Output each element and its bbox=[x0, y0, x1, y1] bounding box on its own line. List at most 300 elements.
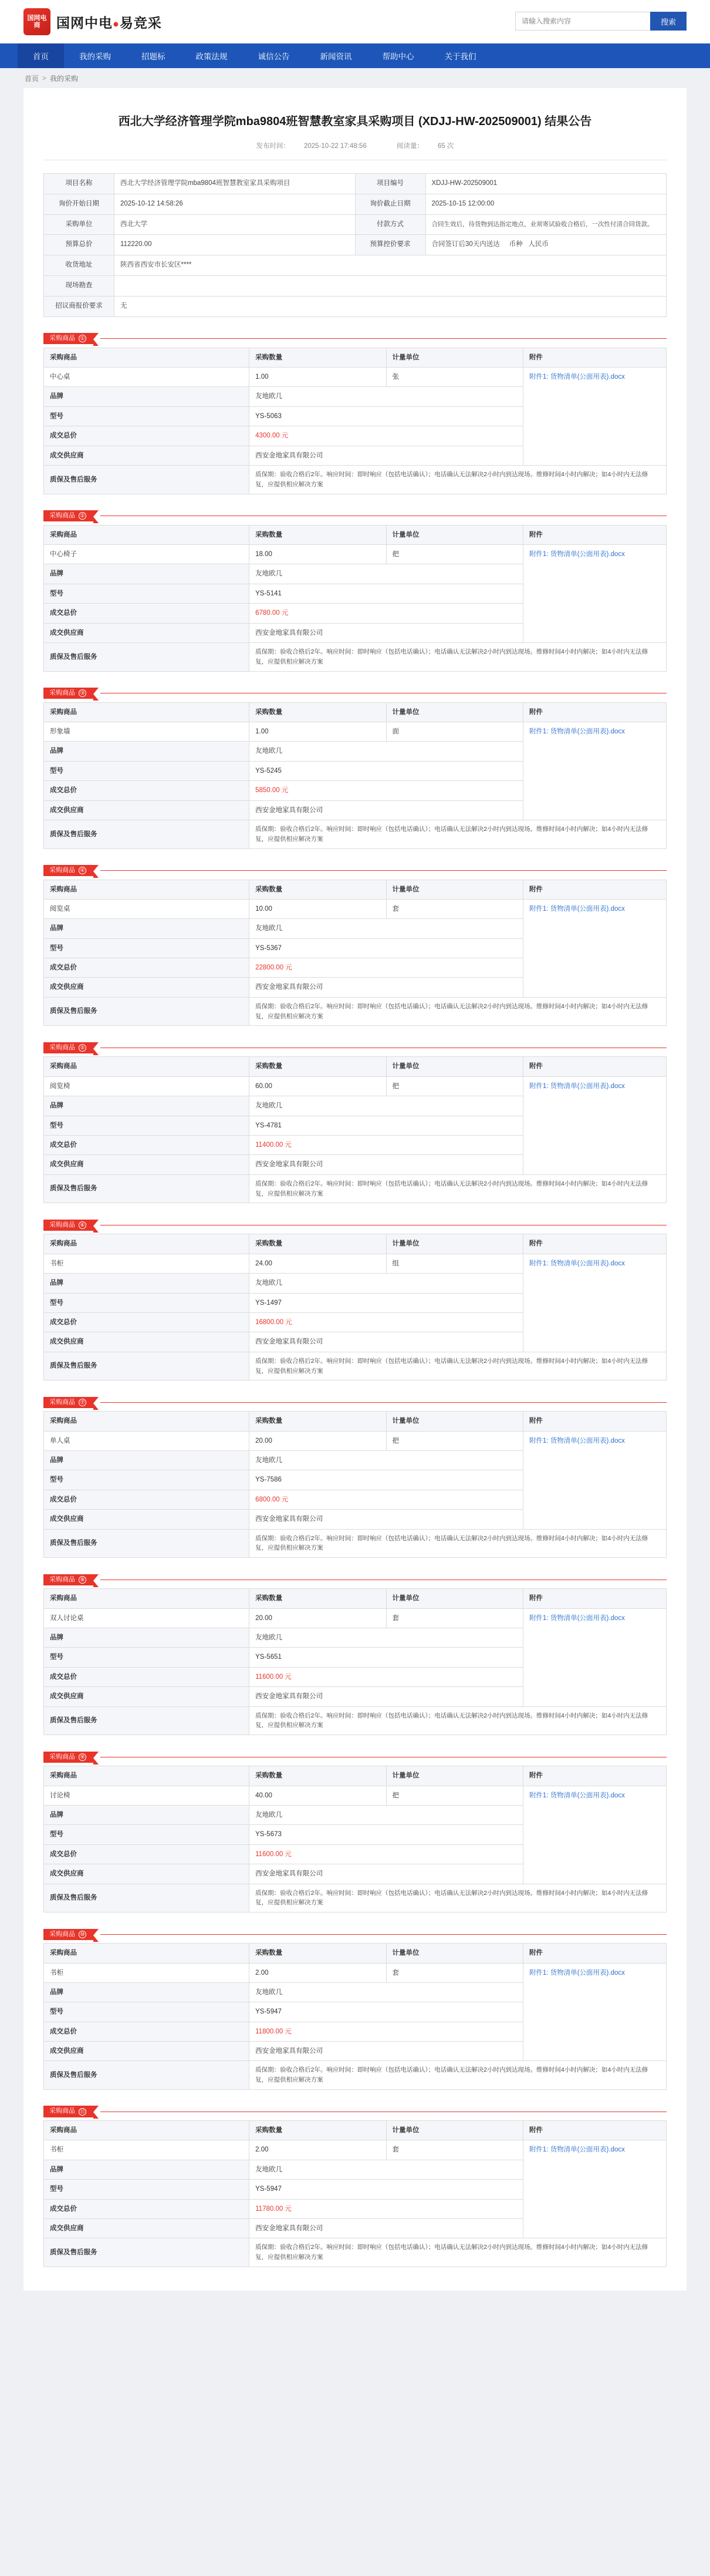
column-header-name: 采购商品 bbox=[44, 1412, 249, 1431]
column-header-qty: 采购数量 bbox=[249, 1766, 386, 1786]
value-after-sale: 质保期：验收合格后2年。响应时间：即时响应（包括电话确认）；电话确认无法解决2小时内到达现场。维修时间4小时内解决；如4小时内无法修复，应提供相应解决方案 bbox=[249, 1352, 667, 1380]
label-project-code: 项目编号 bbox=[355, 174, 425, 194]
label-model: 型号 bbox=[44, 406, 249, 426]
attachment-link[interactable]: 附件1: 货物清单(公面用表).docx bbox=[529, 373, 625, 381]
label-supplier: 成交供应商 bbox=[44, 623, 249, 642]
value-supplier: 西安金地家具有限公司 bbox=[249, 446, 523, 465]
value-brand: 友地欧几 bbox=[249, 1982, 523, 2002]
table-row bbox=[44, 194, 667, 214]
value-model: YS-5367 bbox=[249, 938, 523, 958]
label-brand: 品牌 bbox=[44, 1805, 249, 1824]
cell-item-unit: 套 bbox=[386, 899, 523, 918]
section-header bbox=[43, 1396, 667, 1409]
label-after-sale: 质保及售后服务 bbox=[44, 1884, 249, 1912]
column-header-unit: 计量单位 bbox=[386, 348, 523, 367]
label-total-price: 成交总价 bbox=[44, 2022, 249, 2041]
search-input[interactable] bbox=[515, 12, 650, 31]
cell-item-attachment bbox=[523, 2140, 666, 2238]
announcement-card bbox=[23, 88, 687, 2291]
site-logo[interactable] bbox=[23, 8, 162, 35]
label-brand: 品牌 bbox=[44, 1274, 249, 1293]
doc-meta bbox=[43, 141, 667, 160]
cell-item-name: 书柜 bbox=[44, 2140, 249, 2160]
value-brand: 友地欧几 bbox=[249, 1628, 523, 1648]
value-after-sale: 质保期：验收合格后2年。响应时间：即时响应（包括电话确认）；电话确认无法解决2小时内到达现场。维修时间4小时内解决；如4小时内无法修复，应提供相应解决方案 bbox=[249, 1706, 667, 1735]
label-total-price: 成交总价 bbox=[44, 1844, 249, 1864]
attachment-link[interactable]: 附件1: 货物清单(公面用表).docx bbox=[529, 1437, 625, 1444]
attachment-link[interactable]: 附件1: 货物清单(公面用表).docx bbox=[529, 1792, 625, 1799]
section-flag-label: 采购商品 bbox=[49, 512, 75, 520]
section-flag bbox=[43, 2106, 93, 2117]
breadcrumb-separator-icon: > bbox=[42, 74, 47, 82]
cell-item-unit: 把 bbox=[386, 545, 523, 564]
table-row bbox=[44, 1766, 667, 1786]
value-model: YS-5673 bbox=[249, 1825, 523, 1844]
label-supplier: 成交供应商 bbox=[44, 800, 249, 820]
purchase-item-section bbox=[43, 1573, 667, 1735]
label-model: 型号 bbox=[44, 584, 249, 603]
column-header-qty: 采购数量 bbox=[249, 525, 386, 544]
value-brand: 友地欧几 bbox=[249, 387, 523, 406]
label-quotation-requirement: 招议商报价要求 bbox=[44, 296, 114, 316]
section-flag bbox=[43, 1929, 93, 1940]
value-brand: 友地欧几 bbox=[249, 1096, 523, 1116]
section-header bbox=[43, 2105, 667, 2118]
cell-item-name: 中心桌 bbox=[44, 368, 249, 387]
column-header-name: 采购商品 bbox=[44, 1589, 249, 1608]
value-model: YS-5141 bbox=[249, 584, 523, 603]
section-flag-label: 采购商品 bbox=[49, 1930, 75, 1938]
value-supplier: 西安金地家具有限公司 bbox=[249, 800, 523, 820]
purchase-item-section bbox=[43, 687, 667, 849]
table-row bbox=[44, 296, 667, 316]
cell-item-qty: 20.00 bbox=[249, 1608, 386, 1628]
section-flag bbox=[43, 865, 93, 876]
attachment-link[interactable]: 附件1: 货物清单(公面用表).docx bbox=[529, 905, 625, 912]
section-flag bbox=[43, 1574, 93, 1585]
cell-item-qty: 60.00 bbox=[249, 1076, 386, 1096]
column-header-attachment: 附件 bbox=[523, 348, 666, 367]
search-area bbox=[515, 12, 687, 31]
label-total-price: 成交总价 bbox=[44, 958, 249, 978]
label-brand: 品牌 bbox=[44, 1096, 249, 1116]
section-index-badge: ② bbox=[79, 512, 86, 520]
value-inquiry-end: 2025-10-15 12:00:00 bbox=[425, 194, 667, 214]
section-index-badge: ⑨ bbox=[79, 1753, 86, 1761]
cell-item-unit: 套 bbox=[386, 1963, 523, 1982]
cell-item-attachment bbox=[523, 1608, 666, 1706]
value-total-price: 11780.00 元 bbox=[249, 2199, 523, 2218]
purchase-item-table bbox=[43, 2120, 667, 2267]
column-header-qty: 采购数量 bbox=[249, 702, 386, 722]
purchase-item-table bbox=[43, 1056, 667, 1203]
table-row bbox=[44, 2140, 667, 2160]
value-supplier: 西安金地家具有限公司 bbox=[249, 623, 523, 642]
section-flag bbox=[43, 1752, 93, 1763]
table-row bbox=[44, 1589, 667, 1608]
value-total-price: 6780.00 元 bbox=[249, 604, 523, 623]
cell-item-attachment bbox=[523, 722, 666, 820]
table-row bbox=[44, 1608, 667, 1628]
table-row bbox=[44, 880, 667, 899]
label-total-price: 成交总价 bbox=[44, 2199, 249, 2218]
table-row bbox=[44, 545, 667, 564]
column-header-attachment: 附件 bbox=[523, 525, 666, 544]
label-brand: 品牌 bbox=[44, 564, 249, 584]
cell-item-unit: 把 bbox=[386, 1431, 523, 1450]
column-header-attachment: 附件 bbox=[523, 1766, 666, 1786]
label-supplier: 成交供应商 bbox=[44, 1687, 249, 1706]
table-row bbox=[44, 702, 667, 722]
purchase-items-container bbox=[43, 332, 667, 2267]
table-row bbox=[44, 276, 667, 297]
label-site-survey: 现场勘查 bbox=[44, 276, 114, 297]
section-flag-label: 采购商品 bbox=[49, 1575, 75, 1583]
nav-item-about[interactable]: 关于我们 bbox=[444, 52, 476, 61]
value-site-survey bbox=[114, 276, 667, 297]
label-total-price: 成交总价 bbox=[44, 1667, 249, 1686]
value-brand: 友地欧几 bbox=[249, 919, 523, 938]
value-brand: 友地欧几 bbox=[249, 1274, 523, 1293]
cell-item-name: 讨论椅 bbox=[44, 1786, 249, 1805]
label-supplier: 成交供应商 bbox=[44, 1332, 249, 1352]
section-header bbox=[43, 687, 667, 700]
column-header-unit: 计量单位 bbox=[386, 1412, 523, 1431]
table-row bbox=[44, 642, 667, 671]
label-total-price: 成交总价 bbox=[44, 1136, 249, 1155]
column-header-unit: 计量单位 bbox=[386, 702, 523, 722]
label-model: 型号 bbox=[44, 1116, 249, 1135]
cell-item-name: 书柜 bbox=[44, 1963, 249, 1982]
label-brand: 品牌 bbox=[44, 387, 249, 406]
purchase-item-section bbox=[43, 510, 667, 672]
purchase-item-section bbox=[43, 1928, 667, 2090]
value-brand: 友地欧几 bbox=[249, 742, 523, 761]
nav-item-home[interactable]: 首页 bbox=[18, 43, 64, 68]
column-header-unit: 计量单位 bbox=[386, 880, 523, 899]
label-supplier: 成交供应商 bbox=[44, 1510, 249, 1529]
cell-item-unit: 张 bbox=[386, 368, 523, 387]
label-total-price: 成交总价 bbox=[44, 1312, 249, 1332]
label-brand: 品牌 bbox=[44, 2160, 249, 2179]
section-index-badge: ① bbox=[79, 335, 86, 342]
cell-item-attachment bbox=[523, 368, 666, 466]
cell-item-qty: 1.00 bbox=[249, 368, 386, 387]
label-after-sale: 质保及售后服务 bbox=[44, 466, 249, 494]
label-model: 型号 bbox=[44, 1648, 249, 1667]
label-supplier: 成交供应商 bbox=[44, 446, 249, 465]
purchase-item-table bbox=[43, 1766, 667, 1912]
label-delivery-address: 收货地址 bbox=[44, 255, 114, 276]
cell-item-name: 阅览桌 bbox=[44, 899, 249, 918]
label-payment-method: 付款方式 bbox=[355, 214, 425, 235]
label-after-sale: 质保及售后服务 bbox=[44, 997, 249, 1026]
purchase-item-table bbox=[43, 525, 667, 672]
nav-item-help[interactable]: 帮助中心 bbox=[382, 52, 414, 61]
page-title: 西北大学经济管理学院mba9804班智慧教室家具采购项目 (XDJJ-HW-202509001) 结果公告 bbox=[118, 115, 592, 128]
label-inquiry-end: 询价截止日期 bbox=[355, 194, 425, 214]
site-header bbox=[0, 0, 710, 43]
section-flag bbox=[43, 688, 93, 699]
section-flag-label: 采购商品 bbox=[49, 1043, 75, 1051]
cell-item-qty: 18.00 bbox=[249, 545, 386, 564]
section-flag-label: 采购商品 bbox=[49, 1398, 75, 1406]
label-delivery-requirement: 预算控价要求 bbox=[355, 235, 425, 255]
value-project-code: XDJJ-HW-202509001 bbox=[425, 174, 667, 194]
table-row bbox=[44, 1706, 667, 1735]
breadcrumb bbox=[0, 68, 710, 88]
value-model: YS-5063 bbox=[249, 406, 523, 426]
column-header-qty: 采购数量 bbox=[249, 1944, 386, 1963]
table-row bbox=[44, 1076, 667, 1096]
section-index-badge: ⑧ bbox=[79, 1576, 86, 1584]
section-index-badge: ③ bbox=[79, 689, 86, 697]
value-supplier: 西安金地家具有限公司 bbox=[249, 1687, 523, 1706]
value-total-price: 6800.00 元 bbox=[249, 1490, 523, 1509]
label-budget-total: 预算总价 bbox=[44, 235, 114, 255]
table-row bbox=[44, 1057, 667, 1076]
column-header-unit: 计量单位 bbox=[386, 1057, 523, 1076]
label-model: 型号 bbox=[44, 2002, 249, 2022]
cell-item-attachment bbox=[523, 1254, 666, 1352]
table-row bbox=[44, 1254, 667, 1273]
label-total-price: 成交总价 bbox=[44, 426, 249, 446]
nav-item-news[interactable]: 新闻资讯 bbox=[320, 52, 352, 61]
value-after-sale: 质保期：验收合格后2年。响应时间：即时响应（包括电话确认）；电话确认无法解决2小时内到达现场。维修时间4小时内解决；如4小时内无法修复，应提供相应解决方案 bbox=[249, 2061, 667, 2090]
purchase-item-section bbox=[43, 1396, 667, 1558]
label-total-price: 成交总价 bbox=[44, 604, 249, 623]
nav-item-credit[interactable]: 诚信公告 bbox=[258, 52, 290, 61]
purchase-item-table bbox=[43, 880, 667, 1026]
column-header-unit: 计量单位 bbox=[386, 1589, 523, 1608]
value-after-sale: 质保期：验收合格后2年。响应时间：即时响应（包括电话确认）；电话确认无法解决2小时内到达现场。维修时间4小时内解决；如4小时内无法修复，应提供相应解决方案 bbox=[249, 2238, 667, 2267]
column-header-qty: 采购数量 bbox=[249, 1412, 386, 1431]
cell-item-name: 阅览椅 bbox=[44, 1076, 249, 1096]
attachment-link[interactable]: 附件1: 货物清单(公面用表).docx bbox=[529, 1614, 625, 1622]
table-row bbox=[44, 368, 667, 387]
column-header-attachment: 附件 bbox=[523, 2121, 666, 2140]
cell-item-name: 形象墙 bbox=[44, 722, 249, 741]
logo-text-sub: 易竞采 bbox=[119, 15, 162, 31]
purchase-item-section bbox=[43, 1750, 667, 1912]
value-model: YS-1497 bbox=[249, 1293, 523, 1312]
column-header-attachment: 附件 bbox=[523, 1412, 666, 1431]
project-info-table bbox=[43, 173, 667, 317]
section-header bbox=[43, 1928, 667, 1941]
column-header-unit: 计量单位 bbox=[386, 1944, 523, 1963]
section-rule bbox=[100, 1402, 667, 1403]
value-total-price: 11400.00 元 bbox=[249, 1136, 523, 1155]
label-currency: 币种 bbox=[509, 241, 523, 248]
value-supplier: 西安金地家具有限公司 bbox=[249, 1510, 523, 1529]
value-quotation-requirement: 无 bbox=[114, 296, 667, 316]
table-row bbox=[44, 820, 667, 848]
value-model: YS-5947 bbox=[249, 2002, 523, 2022]
purchase-item-section bbox=[43, 332, 667, 494]
column-header-name: 采购商品 bbox=[44, 1944, 249, 1963]
value-after-sale: 质保期：验收合格后2年。响应时间：即时响应（包括电话确认）；电话确认无法解决2小时内到达现场。维修时间4小时内解决；如4小时内无法修复，应提供相应解决方案 bbox=[249, 642, 667, 671]
table-row bbox=[44, 1174, 667, 1203]
nav-item-policy[interactable]: 政策法规 bbox=[195, 52, 228, 61]
label-model: 型号 bbox=[44, 2180, 249, 2199]
cell-item-qty: 2.00 bbox=[249, 1963, 386, 1982]
column-header-unit: 计量单位 bbox=[386, 2121, 523, 2140]
section-flag-label: 采购商品 bbox=[49, 689, 75, 696]
value-after-sale: 质保期：验收合格后2年。响应时间：即时响应（包括电话确认）；电话确认无法解决2小时内到达现场。维修时间4小时内解决；如4小时内无法修复，应提供相应解决方案 bbox=[249, 1529, 667, 1558]
section-index-badge: ⑤ bbox=[79, 1044, 86, 1052]
purchase-item-table bbox=[43, 1411, 667, 1558]
value-supplier: 西安金地家具有限公司 bbox=[249, 2219, 523, 2238]
label-total-price: 成交总价 bbox=[44, 1490, 249, 1509]
column-header-attachment: 附件 bbox=[523, 1234, 666, 1254]
table-row bbox=[44, 1431, 667, 1450]
section-index-badge: ⑦ bbox=[79, 1399, 86, 1406]
section-rule bbox=[100, 338, 667, 339]
search-button[interactable]: 搜索 bbox=[650, 12, 687, 31]
attachment-link[interactable]: 附件1: 货物清单(公面用表).docx bbox=[529, 728, 625, 735]
table-row bbox=[44, 1963, 667, 1982]
value-brand: 友地欧几 bbox=[249, 1805, 523, 1824]
column-header-name: 采购商品 bbox=[44, 348, 249, 367]
label-supplier: 成交供应商 bbox=[44, 978, 249, 997]
value-supplier: 西安金地家具有限公司 bbox=[249, 1155, 523, 1174]
section-flag-label: 采购商品 bbox=[49, 866, 75, 874]
value-budget-total: 112220.00 bbox=[114, 235, 356, 255]
cell-item-unit: 把 bbox=[386, 1786, 523, 1805]
cell-item-qty: 10.00 bbox=[249, 899, 386, 918]
column-header-name: 采购商品 bbox=[44, 1057, 249, 1076]
label-after-sale: 质保及售后服务 bbox=[44, 1529, 249, 1558]
nav-item-bidding[interactable]: 招题标 bbox=[141, 52, 165, 61]
attachment-link[interactable]: 附件1: 货物清单(公面用表).docx bbox=[529, 1260, 625, 1267]
value-total-price: 16800.00 元 bbox=[249, 1312, 523, 1332]
section-rule bbox=[100, 870, 667, 871]
column-header-name: 采购商品 bbox=[44, 1766, 249, 1786]
attachment-link[interactable]: 附件1: 货物清单(公面用表).docx bbox=[529, 1969, 625, 1976]
table-row bbox=[44, 235, 667, 255]
cell-item-unit: 套 bbox=[386, 2140, 523, 2160]
label-brand: 品牌 bbox=[44, 1982, 249, 2002]
label-after-sale: 质保及售后服务 bbox=[44, 2238, 249, 2267]
purchase-item-table bbox=[43, 1234, 667, 1380]
column-header-attachment: 附件 bbox=[523, 1589, 666, 1608]
cell-item-name: 书柜 bbox=[44, 1254, 249, 1273]
value-currency: 人民币 bbox=[528, 241, 549, 248]
table-row bbox=[44, 174, 667, 194]
cell-item-attachment bbox=[523, 1076, 666, 1174]
cell-item-attachment bbox=[523, 1431, 666, 1529]
nav-item-my-purchase[interactable]: 我的采购 bbox=[79, 52, 111, 61]
section-index-badge: ⑥ bbox=[79, 1221, 86, 1229]
label-inquiry-start: 询价开始日期 bbox=[44, 194, 114, 214]
section-header bbox=[43, 864, 667, 877]
table-row bbox=[44, 1944, 667, 1963]
value-model: YS-5947 bbox=[249, 2180, 523, 2199]
label-brand: 品牌 bbox=[44, 919, 249, 938]
purchase-item-section bbox=[43, 864, 667, 1026]
value-after-sale: 质保期：验收合格后2年。响应时间：即时响应（包括电话确认）；电话确认无法解决2小时内到达现场。维修时间4小时内解决；如4小时内无法修复，应提供相应解决方案 bbox=[249, 1884, 667, 1912]
column-header-name: 采购商品 bbox=[44, 880, 249, 899]
value-payment-method: 合同生效后，待货物到达指定地点，业须寄试验收合格后，一次性付清合同货款。 bbox=[425, 214, 667, 235]
cell-item-attachment bbox=[523, 899, 666, 997]
column-header-qty: 采购数量 bbox=[249, 1234, 386, 1254]
section-flag-label: 采购商品 bbox=[49, 1221, 75, 1228]
section-flag-label: 采购商品 bbox=[49, 1753, 75, 1760]
view-count: 阅读量： 65 次 bbox=[397, 143, 454, 150]
purchase-item-section bbox=[43, 1218, 667, 1380]
section-flag bbox=[43, 510, 93, 521]
label-supplier: 成交供应商 bbox=[44, 2219, 249, 2238]
table-row bbox=[44, 1412, 667, 1431]
column-header-name: 采购商品 bbox=[44, 702, 249, 722]
label-after-sale: 质保及售后服务 bbox=[44, 1352, 249, 1380]
section-header bbox=[43, 332, 667, 345]
value-after-sale: 质保期：验收合格后2年。响应时间：即时响应（包括电话确认）；电话确认无法解决2小时内到达现场。维修时间4小时内解决；如4小时内无法修复，应提供相应解决方案 bbox=[249, 997, 667, 1026]
cell-item-unit: 把 bbox=[386, 1076, 523, 1096]
label-supplier: 成交供应商 bbox=[44, 1864, 249, 1884]
cell-item-qty: 2.00 bbox=[249, 2140, 386, 2160]
attachment-link[interactable]: 附件1: 货物清单(公面用表).docx bbox=[529, 1082, 625, 1090]
purchase-item-section bbox=[43, 2105, 667, 2267]
cell-item-qty: 1.00 bbox=[249, 722, 386, 741]
main-nav bbox=[0, 43, 710, 68]
value-delivery-text: 合同签订后30天内送达 bbox=[431, 241, 500, 248]
section-flag bbox=[43, 1220, 93, 1231]
label-after-sale: 质保及售后服务 bbox=[44, 2061, 249, 2090]
column-header-qty: 采购数量 bbox=[249, 880, 386, 899]
cell-item-qty: 24.00 bbox=[249, 1254, 386, 1273]
label-supplier: 成交供应商 bbox=[44, 1155, 249, 1174]
table-row bbox=[44, 2238, 667, 2267]
attachment-link[interactable]: 附件1: 货物清单(公面用表).docx bbox=[529, 551, 625, 558]
breadcrumb-home[interactable]: 首页 bbox=[25, 74, 39, 83]
logo-badge-icon: 国网电商 bbox=[23, 8, 50, 35]
table-row bbox=[44, 1529, 667, 1558]
value-project-name: 西北大学经济管理学院mba9804班智慧教室家具采购项目 bbox=[114, 174, 356, 194]
label-brand: 品牌 bbox=[44, 742, 249, 761]
label-after-sale: 质保及售后服务 bbox=[44, 1174, 249, 1203]
table-row bbox=[44, 255, 667, 276]
attachment-link[interactable]: 附件1: 货物清单(公面用表).docx bbox=[529, 2146, 625, 2154]
label-brand: 品牌 bbox=[44, 1628, 249, 1648]
section-index-badge: ⑩ bbox=[79, 1931, 86, 1938]
table-row bbox=[44, 2121, 667, 2140]
label-model: 型号 bbox=[44, 1470, 249, 1490]
section-header bbox=[43, 1750, 667, 1763]
logo-text bbox=[56, 12, 162, 32]
value-brand: 友地欧几 bbox=[249, 564, 523, 584]
column-header-unit: 计量单位 bbox=[386, 525, 523, 544]
column-header-name: 采购商品 bbox=[44, 525, 249, 544]
section-header bbox=[43, 1573, 667, 1586]
table-row bbox=[44, 1786, 667, 1805]
value-inquiry-start: 2025-10-12 14:58:26 bbox=[114, 194, 356, 214]
value-total-price: 5850.00 元 bbox=[249, 781, 523, 800]
section-flag-label: 采购商品 bbox=[49, 2107, 75, 2115]
value-brand: 友地欧几 bbox=[249, 1451, 523, 1470]
table-row bbox=[44, 466, 667, 494]
cell-item-unit: 组 bbox=[386, 1254, 523, 1273]
label-after-sale: 质保及售后服务 bbox=[44, 820, 249, 848]
logo-text-main: 国网中电 bbox=[56, 15, 113, 31]
value-total-price: 11800.00 元 bbox=[249, 2022, 523, 2041]
column-header-qty: 采购数量 bbox=[249, 2121, 386, 2140]
table-row bbox=[44, 997, 667, 1026]
purchase-item-table bbox=[43, 702, 667, 849]
label-after-sale: 质保及售后服务 bbox=[44, 1706, 249, 1735]
column-header-attachment: 附件 bbox=[523, 1944, 666, 1963]
cell-item-qty: 20.00 bbox=[249, 1431, 386, 1450]
